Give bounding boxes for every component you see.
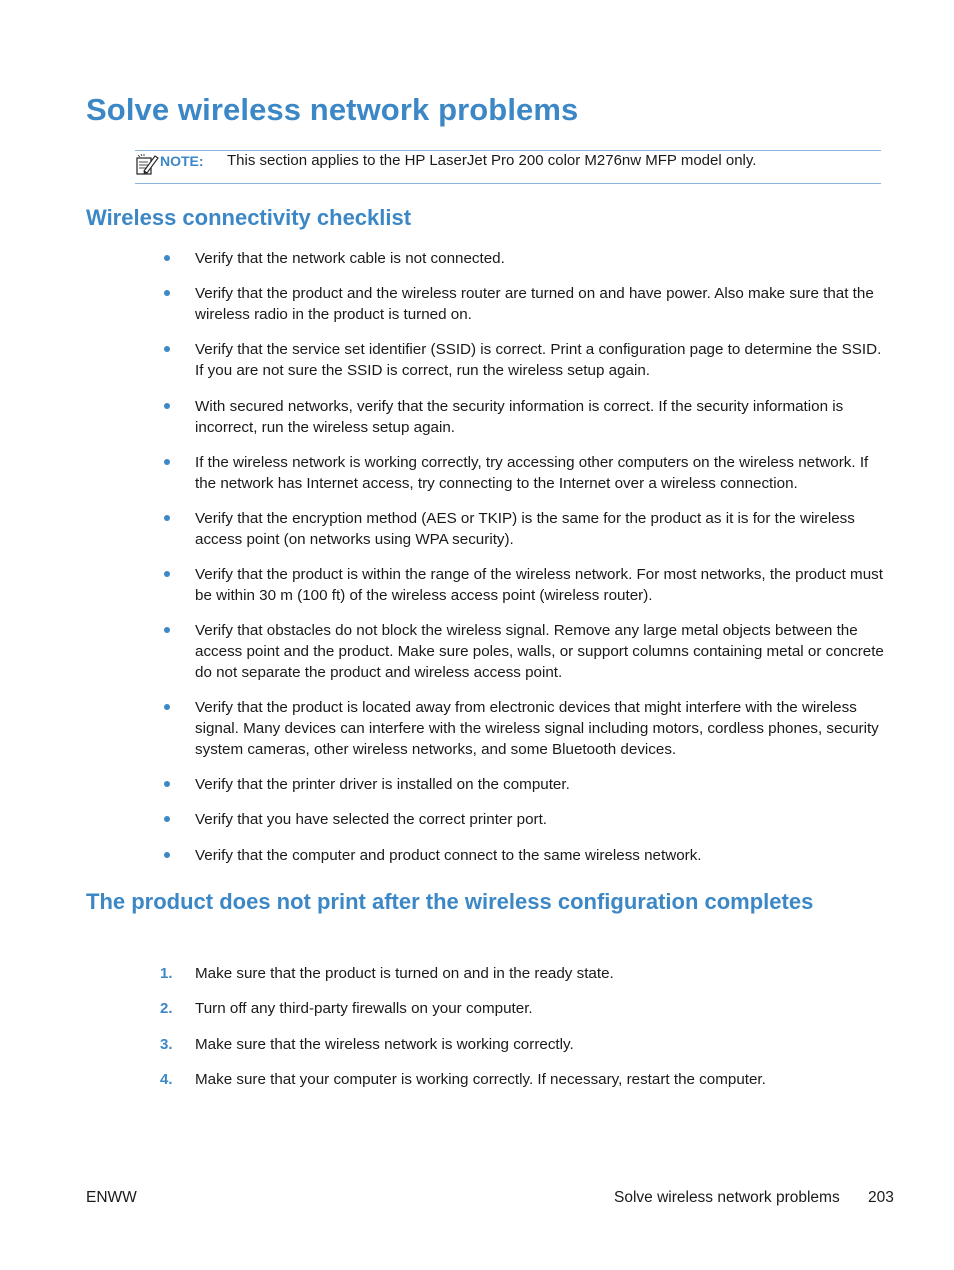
no-print-heading: The product does not print after the wireless configuration completes bbox=[86, 889, 814, 914]
bullet-icon bbox=[164, 704, 170, 710]
list-item-text: Verify that the network cable is not connected. bbox=[195, 250, 505, 267]
bullet-icon bbox=[164, 816, 170, 822]
step-number: 1. bbox=[160, 965, 173, 982]
bullet-icon bbox=[164, 515, 170, 521]
list-item-text: Verify that the product and the wireless router are turned on and have power. Also make sure that the wireless radio in the product is turned on. bbox=[195, 285, 874, 323]
checklist-heading: Wireless connectivity checklist bbox=[86, 205, 412, 230]
footer-left: ENWW bbox=[86, 1189, 137, 1206]
bullet-icon bbox=[164, 571, 170, 577]
note-pencil-icon bbox=[135, 152, 159, 178]
step-number: 3. bbox=[160, 1036, 173, 1053]
list-item-text: Verify that the product is within the range of the wireless network. For most networks, the product must be within 30 m (100 ft) of the wireless access point (wireless router). bbox=[195, 566, 883, 604]
step-text: Make sure that the wireless network is working correctly. bbox=[195, 1036, 574, 1053]
list-item-text: Verify that the service set identifier (SSID) is correct. Print a configuration page to determine the SSID. If you are not sure the SSID is correct, run the wireless setup again. bbox=[195, 341, 882, 379]
bullet-icon bbox=[164, 346, 170, 352]
note-text: This section applies to the HP LaserJet Pro 200 color M276nw MFP model only. bbox=[227, 152, 757, 169]
list-item-text: Verify that the printer driver is installed on the computer. bbox=[195, 776, 570, 793]
step-text: Make sure that your computer is working correctly. If necessary, restart the computer. bbox=[195, 1071, 766, 1088]
note-box bbox=[135, 150, 881, 184]
list-item-text: Verify that obstacles do not block the wireless signal. Remove any large metal objects between the access point and the product. Make sure poles, walls, or support columns containing metal or concrete do not separate the product and wireless access point. bbox=[195, 622, 884, 681]
list-item-text: If the wireless network is working correctly, try accessing other computers on the wireless network. If the network has Internet access, try connecting to the Internet over a wireless connection. bbox=[195, 454, 869, 492]
note-label: NOTE: bbox=[160, 153, 204, 169]
step-text: Make sure that the product is turned on and in the ready state. bbox=[195, 965, 614, 982]
list-item-text: Verify that you have selected the correct printer port. bbox=[195, 811, 548, 828]
list-item-text: Verify that the encryption method (AES or TKIP) is the same for the product as it is for the wireless access point (on networks using WPA security). bbox=[195, 510, 855, 548]
bullet-icon bbox=[164, 403, 170, 409]
step-text: Turn off any third-party firewalls on your computer. bbox=[195, 1000, 533, 1017]
step-number: 4. bbox=[160, 1071, 173, 1088]
bullet-icon bbox=[164, 459, 170, 465]
bullet-icon bbox=[164, 627, 170, 633]
bullet-icon bbox=[164, 781, 170, 787]
page-title: Solve wireless network problems bbox=[86, 92, 579, 127]
list-item-text: With secured networks, verify that the security information is correct. If the security information is incorrect, run the wireless setup again. bbox=[195, 398, 844, 436]
footer-section: Solve wireless network problems bbox=[614, 1189, 840, 1206]
bullet-icon bbox=[164, 255, 170, 261]
list-item-text: Verify that the product is located away from electronic devices that might interfere with the wireless signal. Many devices can interfere with the wireless signal including motors, cordless phones, security system cameras, other wireless networks, and some Bluetooth devices. bbox=[195, 699, 879, 758]
bullet-icon bbox=[164, 852, 170, 858]
bullet-icon bbox=[164, 290, 170, 296]
step-number: 2. bbox=[160, 1000, 173, 1017]
page-number: 203 bbox=[868, 1189, 894, 1206]
list-item-text: Verify that the computer and product connect to the same wireless network. bbox=[195, 847, 702, 864]
